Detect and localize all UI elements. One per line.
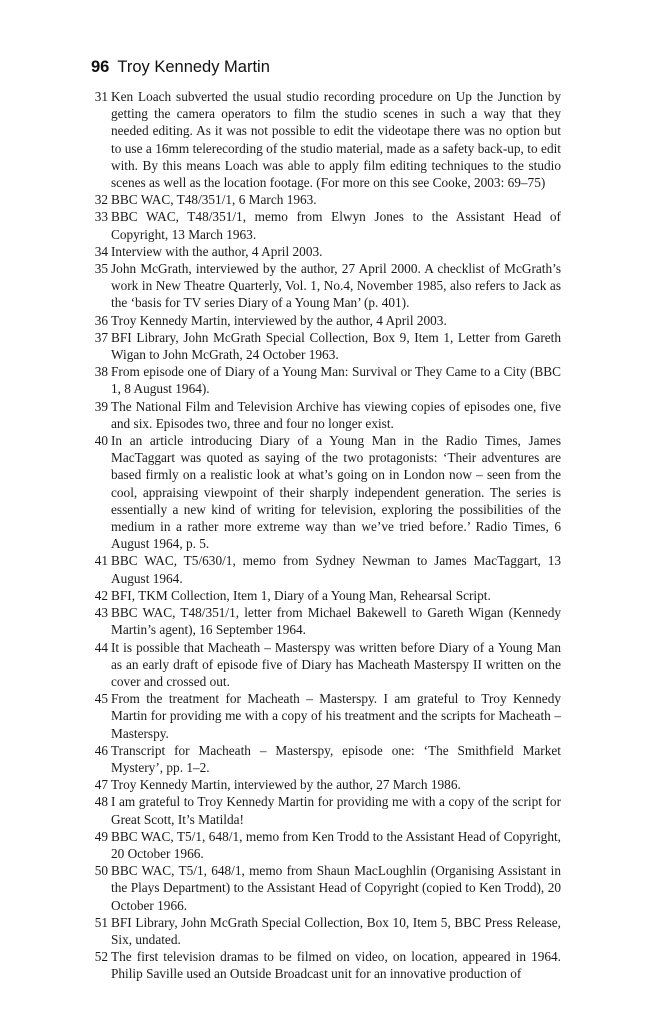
note-text: I am grateful to Troy Kennedy Martin for providing me with a copy of the script for Great Scott, It’s Matilda! [111,794,561,827]
note-number: 34 [94,243,108,259]
note-text: BFI Library, John McGrath Special Collection, Box 10, Item 5, BBC Press Release, Six, undated. [111,914,561,947]
endnote [91,260,561,312]
note-text: BBC WAC, T5/1, 648/1, memo from Ken Trodd to the Assistant Head of Copyright, 20 October 1966. [111,828,561,861]
note-text: It is possible that Macheath – Masterspy was written before Diary of a Young Man as an early draft of episode five of Diary has Macheath Masterspy II written on the cover and crossed out. [111,639,561,689]
note-text: Troy Kennedy Martin, interviewed by the author, 4 April 2003. [111,312,447,328]
note-text: John McGrath, interviewed by the author, 27 April 2000. A checklist of McGrath’s work in New Theatre Quarterly, Vol. 1, No.4, November 1985, also refers to Jack as the ‘basis for TV series Diary of a Young Man’ (p. 401). [111,261,561,311]
note-text: From the treatment for Macheath – Masterspy. I am grateful to Troy Kennedy Martin for providing me with a copy of his treatment and the scripts for Macheath – Masterspy. [111,691,561,741]
endnote [91,690,561,742]
note-number: 37 [94,329,108,345]
endnote [91,828,561,862]
note-number: 40 [94,433,108,449]
note-number: 35 [94,261,108,277]
note-number: 47 [94,777,108,793]
note-text: In an article introducing Diary of a Young Man in the Radio Times, James MacTaggart was quoted as saying of the two protagonists: ‘Their adventures are based firmly on a realistic look at what’s going on in London now – seen from the cool, appraising viewpoint of their sharply independent generation. The series is essentially a new kind of writing for television, exploring the possibilities of the medium in a rather more extreme way than we’ve tried before.’ Radio Times, 6 August 1964, p. 5. [111,433,561,552]
endnote [91,243,561,260]
note-number: 43 [94,605,108,621]
note-number: 36 [94,312,108,328]
note-number: 32 [94,192,108,208]
endnote [91,208,561,242]
endnote [91,398,561,432]
note-number: 51 [94,914,108,930]
endnote [91,432,561,552]
endnote [91,862,561,914]
note-text: Transcript for Macheath – Masterspy, episode one: ‘The Smithfield Market Mystery’, pp. 1–2. [111,742,561,775]
note-text: Interview with the author, 4 April 2003. [111,243,323,259]
note-number: 50 [94,863,108,879]
note-number: 41 [94,553,108,569]
note-number: 44 [94,639,108,655]
note-number: 38 [94,364,108,380]
endnote [91,742,561,776]
endnotes-list [91,88,561,983]
note-number: 39 [94,398,108,414]
note-text: BFI Library, John McGrath Special Collection, Box 9, Item 1, Letter from Gareth Wigan to John McGrath, 24 October 1963. [111,329,561,363]
note-number: 31 [94,89,108,104]
note-text: BBC WAC, T48/351/1, memo from Elwyn Jones to the Assistant Head of Copyright, 13 March 1963. [111,209,561,242]
endnote [91,639,561,691]
note-text: BBC WAC, T48/351/1, letter from Michael Bakewell to Gareth Wigan (Kennedy Martin’s agent), 16 September 1964. [111,605,561,638]
note-number: 48 [94,794,108,810]
running-title: Troy Kennedy Martin [117,58,270,76]
note-number: 42 [94,587,108,603]
endnote [91,552,561,586]
endnote [91,914,561,948]
note-text: Ken Loach subverted the usual studio recording procedure on Up the Junction by getting the camera operators to film the studio scenes in such a way that they needed editing. As it was not possible to edit the videotape there was no option but to use a 16mm telerecording of the studio material, made as a safety back-up, to edit with. By this means Loach was able to apply film editing techniques to the studio scenes as well as the location footage. (For more on this see Cooke, 2003: 69–75) [111,89,561,191]
note-text: Troy Kennedy Martin, interviewed by the author, 27 March 1986. [111,777,461,793]
note-number: 52 [94,949,108,965]
note-number: 45 [94,691,108,707]
note-text: The National Film and Television Archive has viewing copies of episodes one, five and six. Episodes two, three and four no longer exist. [111,398,561,431]
endnote [91,363,561,397]
endnote [91,948,561,982]
note-text: From episode one of Diary of a Young Man: Survival or They Came to a City (BBC 1, 8 August 1964). [111,364,561,397]
note-number: 49 [94,828,108,844]
note-text: BBC WAC, T48/351/1, 6 March 1963. [111,192,317,208]
note-text: BBC WAC, T5/630/1, memo from Sydney Newman to James MacTaggart, 13 August 1964. [111,553,561,586]
endnote [91,329,561,363]
note-text: BBC WAC, T5/1, 648/1, memo from Shaun MacLoughlin (Organising Assistant in the Plays Department) to the Assistant Head of Copyright (copied to Ken Trodd), 20 October 1966. [111,863,561,913]
endnote [91,312,561,329]
note-text: BFI, TKM Collection, Item 1, Diary of a Young Man, Rehearsal Script. [111,587,491,603]
page-number: 96 [91,58,110,76]
note-number: 33 [94,209,108,225]
note-text: The first television dramas to be filmed on video, on location, appeared in 1964. Philip Saville used an Outside Broadcast unit for an innovative production of [111,949,561,982]
endnote [91,776,561,793]
endnote [91,604,561,638]
endnote [91,88,561,191]
endnote [91,587,561,604]
note-number: 46 [94,742,108,758]
running-header [91,58,270,77]
endnote [91,191,561,208]
endnote [91,793,561,827]
